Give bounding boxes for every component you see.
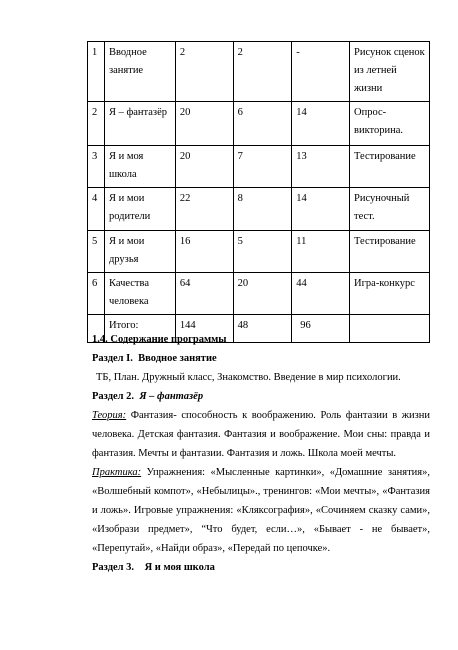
section-2-title: Я – фантазёр — [139, 391, 204, 402]
row-control-form: Игра-конкурс — [350, 273, 430, 315]
total-label: Итого: — [104, 315, 175, 343]
row-control-form: Рисунок сценок из летней жизни — [350, 42, 430, 102]
row-number: 4 — [88, 188, 105, 231]
section-1-prefix: Раздел I. — [92, 353, 133, 364]
row-hours-total: 64 — [175, 273, 233, 315]
total-hours: 144 — [175, 315, 233, 343]
section-2-heading — [92, 387, 430, 406]
row-hours-theory: 8 — [233, 188, 292, 231]
total-practice: 96 — [292, 315, 350, 343]
practice-paragraph — [92, 463, 430, 558]
theory-text: Фантазия- способность к воображению. Роль фантазии в жизни человека. Детская фантазия. Фантазия и воображение. Мои сны: правда и фантазия. Мечты и фантазии. Фантазия и ложь. Школа моей мечты. — [92, 410, 430, 459]
row-hours-practice: - — [292, 42, 350, 102]
row-number: 2 — [88, 102, 105, 146]
table-row — [88, 231, 430, 273]
row-title: Я – фантазёр — [104, 102, 175, 146]
table-row — [88, 273, 430, 315]
row-hours-theory: 6 — [233, 102, 292, 146]
row-hours-practice: 44 — [292, 273, 350, 315]
section-1-title: Вводное занятие — [138, 353, 217, 364]
row-hours-practice: 14 — [292, 188, 350, 231]
row-title: Я и моя школа — [104, 146, 175, 188]
row-hours-practice: 11 — [292, 231, 350, 273]
section-3-title: Я и моя школа — [144, 562, 215, 573]
row-hours-total: 16 — [175, 231, 233, 273]
program-table-body — [88, 42, 430, 343]
program-content — [92, 330, 430, 577]
section-3-prefix: Раздел 3. — [92, 562, 135, 573]
row-title: Я и мои друзья — [104, 231, 175, 273]
row-hours-practice: 13 — [292, 146, 350, 188]
row-title: Качества человека — [104, 273, 175, 315]
row-hours-total: 20 — [175, 102, 233, 146]
row-number: 3 — [88, 146, 105, 188]
row-number: 6 — [88, 273, 105, 315]
content-heading: 1.4. Содержание программы — [92, 334, 227, 345]
row-control-form: Рисуночный тест. — [350, 188, 430, 231]
row-hours-total: 2 — [175, 42, 233, 102]
theory-label: Теория: — [92, 410, 127, 421]
row-control-form: Опрос-викторина. — [350, 102, 430, 146]
row-hours-theory: 20 — [233, 273, 292, 315]
table-row — [88, 188, 430, 231]
row-title: Вводное занятие — [104, 42, 175, 102]
row-number: 1 — [88, 42, 105, 102]
row-hours-theory: 2 — [233, 42, 292, 102]
program-table — [87, 41, 430, 343]
row-hours-practice: 14 — [292, 102, 350, 146]
practice-label: Практика: — [92, 467, 142, 478]
section-1-text: ТБ, План. Дружный класс, Знакомство. Введение в мир психологии. — [96, 372, 401, 383]
table-row — [88, 42, 430, 102]
row-hours-total: 22 — [175, 188, 233, 231]
row-hours-theory: 5 — [233, 231, 292, 273]
section-3-heading — [92, 558, 430, 577]
row-title: Я и мои родители — [104, 188, 175, 231]
section-2-prefix: Раздел 2. — [92, 391, 135, 402]
table-row — [88, 146, 430, 188]
row-number: 5 — [88, 231, 105, 273]
row-control-form: Тестирование — [350, 146, 430, 188]
theory-paragraph — [92, 406, 430, 463]
row-control-form: Тестирование — [350, 231, 430, 273]
section-1-heading — [92, 349, 430, 368]
practice-text: Упражнения: «Мысленные картинки», «Домашние занятия», «Волшебный компот», «Небылицы»., тренингов: «Мои мечты», «Фантазия и ложь». Игровые упражнения: «Кляксография», «Сочиняем сказку сами», «Изобрази предмет», “Что будет, если…», «Бывает - не бывает», «Перепутай», «Найди образ», «Передай по цепочке». — [92, 467, 430, 554]
row-hours-theory: 7 — [233, 146, 292, 188]
row-hours-total: 20 — [175, 146, 233, 188]
total-theory: 48 — [233, 315, 292, 343]
table-row — [88, 102, 430, 146]
